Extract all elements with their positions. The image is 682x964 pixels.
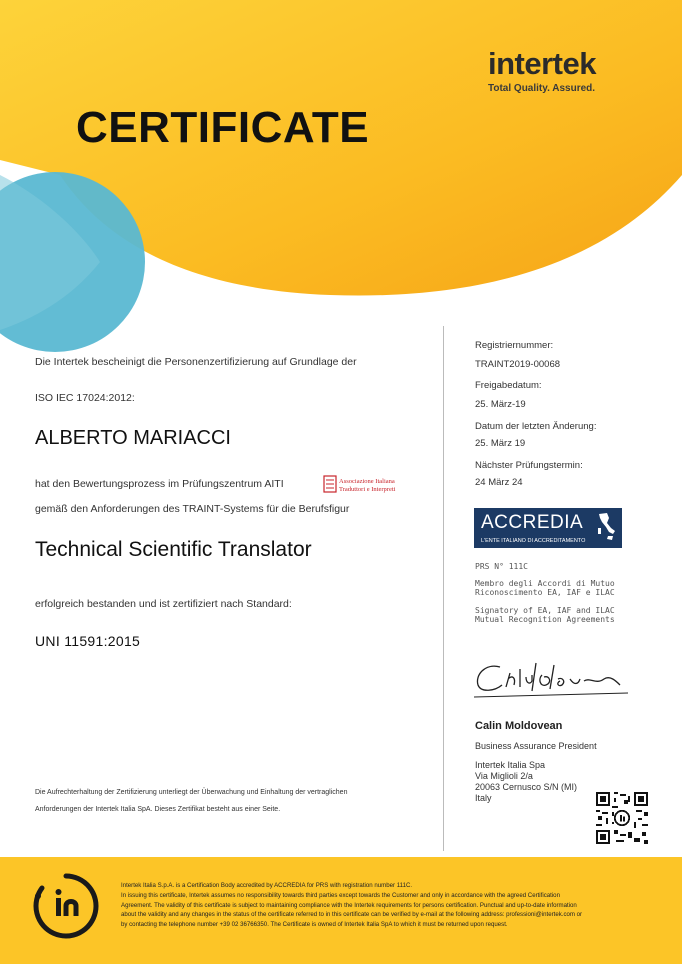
footnote-line2: Anforderungen der Intertek Italia SpA. Dieses Zertifikat besteht aus einer Seite.	[35, 806, 281, 813]
column-divider	[443, 326, 444, 851]
next-exam-value: 24 März 24	[475, 477, 523, 488]
last-change-value: 25. März 19	[475, 438, 526, 449]
accredia-logo	[474, 508, 622, 548]
footer-line: Agreement. The validity of this certificate is subject to maintaining compliance with the Intertek requirements for persons certification. Punctual and up-to-date information	[121, 901, 577, 909]
mra-line2: Riconoscimento EA, IAF e ILAC	[475, 588, 615, 597]
address-city: 20063 Cernusco S/N (MI)	[475, 782, 578, 792]
aiti-logo-line2: Traduttori e Interpreti	[339, 486, 396, 493]
intro-text: Die Intertek bescheinigt die Personenzertifizierung auf Grundlage der	[35, 356, 357, 368]
holder-name: ALBERTO MARIACCI	[35, 427, 231, 449]
italy-map-icon	[595, 512, 617, 542]
accredia-subtitle: L'ENTE ITALIANO DI ACCREDITAMENTO	[481, 538, 586, 544]
address-country: Italy	[475, 793, 492, 803]
issue-date-value: 25. März-19	[475, 399, 526, 410]
footer-legal-text	[121, 881, 646, 930]
intertek-symbol-icon	[30, 870, 102, 942]
registry-number-label: Registriernummer:	[475, 340, 554, 351]
footer-line: In issuing this certificate, Intertek assumes no responsibility towards third parties except towards the Customer and only in accordance with the agreed Certification	[121, 891, 560, 899]
norm-text: ISO IEC 17024:2012:	[35, 392, 135, 404]
next-exam-label: Nächster Prüfungstermin:	[475, 460, 583, 471]
footer-line: about the validity and any changes in the status of the certificate referred to in this certificate can be verified by e-mail at the following address: professioni@intertek.com or	[121, 911, 583, 919]
footnote-line1: Die Aufrechterhaltung der Zertifizierung unterliegt der Überwachung und Einhaltung der vertraglichen	[35, 789, 348, 796]
standard-code: UNI 11591:2015	[35, 633, 141, 649]
signatory-name: Calin Moldovean	[475, 720, 563, 732]
mra-line1: Membro degli Accordi di Mutuo	[475, 579, 615, 588]
last-change-label: Datum der letzten Änderung:	[475, 421, 597, 432]
signature	[470, 655, 630, 700]
brand-tagline: Total Quality. Assured.	[488, 83, 596, 94]
footer-line: by contacting the telephone number +39 02 36766350. The Certificate is owned of Intertek Italia SpA to which it must be returned upon request.	[121, 921, 508, 929]
mra-line3: Signatory of EA, IAF and ILAC	[475, 606, 615, 615]
requirements-text: gemäß den Anforderungen des TRAINT-Systems für die Berufsfigur	[35, 503, 350, 515]
address-company: Intertek Italia Spa	[475, 760, 546, 770]
issue-date-label: Freigabedatum:	[475, 380, 542, 391]
intertek-logo: intertek	[488, 46, 596, 81]
qr-code	[596, 792, 648, 844]
signatory-title: Business Assurance President	[475, 741, 597, 751]
accredia-name: ACCREDIA	[481, 512, 584, 533]
professional-profile: Technical Scientific Translator	[35, 538, 312, 561]
registry-number-value: TRAINT2019-00068	[475, 359, 561, 370]
address-street: Via Miglioli 2/a	[475, 771, 533, 781]
mra-line4: Mutual Recognition Agreements	[475, 615, 615, 624]
prs-number: PRS N° 111C	[475, 562, 528, 571]
footer-line: Intertek Italia S.p.A. is a Certification Body accredited by ACCREDIA for PRS with registration number 111C.	[121, 882, 413, 889]
passed-text: erfolgreich bestanden und ist zertifiziert nach Standard:	[35, 598, 292, 610]
certificate-title: CERTIFICATE	[76, 103, 370, 152]
assessment-text: hat den Bewertungsprozess im Prüfungszentrum AITI	[35, 478, 284, 490]
aiti-logo-line1: Associazione Italiana	[339, 478, 395, 485]
aiti-logo	[323, 474, 407, 494]
